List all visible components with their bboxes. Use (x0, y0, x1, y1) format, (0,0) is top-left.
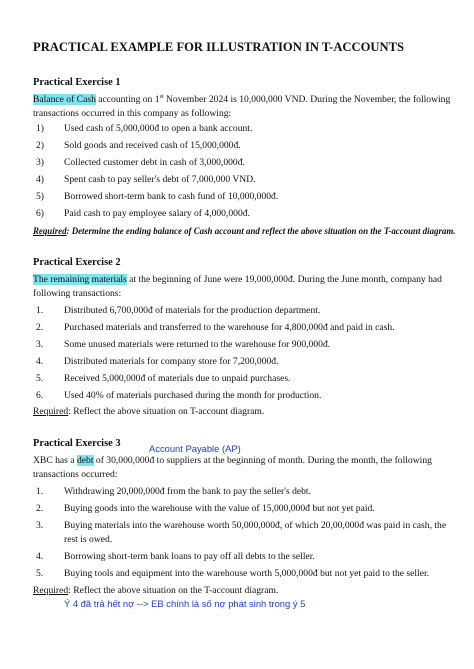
exercise-2-intro (33, 273, 442, 287)
exercise-3-heading: Practical Exercise 3 (33, 438, 121, 449)
intro-text: November 2024 is 10,000,000 VND. During the November, the following (163, 94, 451, 105)
item-number: 1) (36, 123, 44, 134)
item-text: Paid cash to pay employee salary of 4,000,000đ. (64, 208, 250, 219)
list-item (33, 139, 241, 153)
required-text: : Reflect the above situation on T-account diagram. (68, 406, 265, 417)
item-text: Borrowed short-term bank to cash fund of 10,000,000đ. (64, 191, 279, 202)
required-label: Required (33, 226, 67, 236)
intro-text: at the beginning of June were 19,000,000đ. During the June month, company had (126, 274, 442, 285)
item-text: Sold goods and received cash of 15,000,000đ. (64, 140, 241, 151)
item-number: 4. (36, 551, 44, 562)
item-number: 6. (36, 390, 44, 401)
item-number: 2. (36, 322, 44, 333)
ordinal-sup: st (159, 93, 164, 100)
exercise-1-heading: Practical Exercise 1 (33, 77, 121, 88)
required-text: : Determine the ending balance of Cash account and reflect the above situation on the T-account diagram. (66, 226, 456, 236)
item-text: Distributed 6,700,000đ of materials for the production department. (64, 305, 321, 316)
item-number: 5) (36, 191, 44, 202)
item-number: 5. (36, 373, 44, 384)
exercise-3-intro-line2: transactions occurred: (33, 469, 118, 480)
intro-text: accounting on 1 (95, 94, 160, 105)
item-text: Withdrawing 20,000,000đ from the bank to pay the seller's debt. (64, 486, 311, 497)
item-text: Used cash of 5,000,000đ to open a bank account. (64, 123, 253, 134)
list-item (33, 190, 278, 204)
item-number: 1. (36, 486, 44, 497)
page-title: PRACTICAL EXAMPLE FOR ILLUSTRATION IN T-ACCOUNTS (33, 40, 404, 54)
item-number: 4. (36, 356, 44, 367)
list-item (33, 321, 395, 335)
item-number: 3. (36, 520, 44, 531)
list-item (33, 122, 252, 136)
item-text: Buying tools and equipment into the warehouse worth 5,000,000đ but not yet paid to the seller. (64, 568, 430, 579)
list-item (33, 173, 256, 187)
item-number: 4) (36, 174, 44, 185)
exercise-1-required (33, 224, 455, 238)
item-number: 6) (36, 208, 44, 219)
required-label: Required (33, 585, 69, 596)
item-number: 3) (36, 157, 44, 168)
item-text: Spent cash to pay seller's debt of 7,000,000 VND. (64, 174, 256, 185)
item-number: 2) (36, 140, 44, 151)
item-text: Buying goods into the warehouse with the value of 15,000,000đ but not yet paid. (64, 503, 375, 514)
exercise-3-intro (33, 454, 432, 468)
item-text: Used 40% of materials purchased during the month for production. (64, 390, 322, 401)
item-text: Received 5,000,000đ of materials due to unpaid purchases. (64, 373, 291, 384)
list-item (33, 550, 315, 564)
list-item (33, 338, 330, 352)
item-number: 1. (36, 305, 44, 316)
list-item (33, 355, 278, 369)
handwritten-annotation: Account Payable (AP) (149, 443, 241, 454)
item-number: 3. (36, 339, 44, 350)
required-text: : Reflect the above situation on the T-account diagram. (68, 585, 279, 596)
required-label: Required (33, 406, 69, 417)
list-item (33, 389, 321, 403)
highlight-cash: Balance of Cash (33, 94, 96, 105)
list-item (33, 207, 250, 221)
list-item (33, 156, 245, 170)
exercise-2-required (33, 405, 264, 419)
exercise-3-required (33, 584, 278, 598)
list-item (33, 485, 311, 499)
handwritten-note: Ý 4 đã trả hết nợ --> EB chính là số nợ phát sinh trong ý 5 (64, 598, 306, 609)
intro-text: XBC has a (33, 455, 77, 466)
item-text: Purchased materials and transferred to the warehouse for 4,800,000đ and paid in cash. (64, 322, 395, 333)
intro-text: of 30,000,000đ to suppliers at the beginning of month. During the month, the following (93, 455, 432, 466)
item-text: Borrowing short-term bank loans to pay off all debts to the seller. (64, 551, 315, 562)
exercise-1-intro-line2: transactions occurred in this company as following: (33, 108, 232, 119)
list-item (33, 372, 290, 386)
item-text: Buying materials into the warehouse worth 50,000,000đ, of which 20,00,000đ was paid in cash, the (64, 520, 447, 531)
exercise-2-intro-line2: following transactions: (33, 288, 122, 299)
item-text: Some unused materials were returned to the warehouse for 900,000đ. (64, 339, 331, 350)
list-item (33, 567, 429, 581)
list-item (33, 502, 375, 516)
exercise-1-intro (33, 93, 450, 107)
list-item (33, 304, 320, 318)
item-number: 5. (36, 568, 44, 579)
list-item-continuation: rest is owed. (64, 534, 113, 545)
item-text: Distributed materials for company store for 7,200,000đ. (64, 356, 279, 367)
list-item (33, 519, 446, 533)
highlight-materials: The remaining materials (33, 274, 127, 285)
item-number: 2. (36, 503, 44, 514)
item-text: Collected customer debt in cash of 3,000,000đ. (64, 157, 245, 168)
exercise-2-heading: Practical Exercise 2 (33, 257, 121, 268)
highlight-debt: debt (76, 455, 94, 466)
